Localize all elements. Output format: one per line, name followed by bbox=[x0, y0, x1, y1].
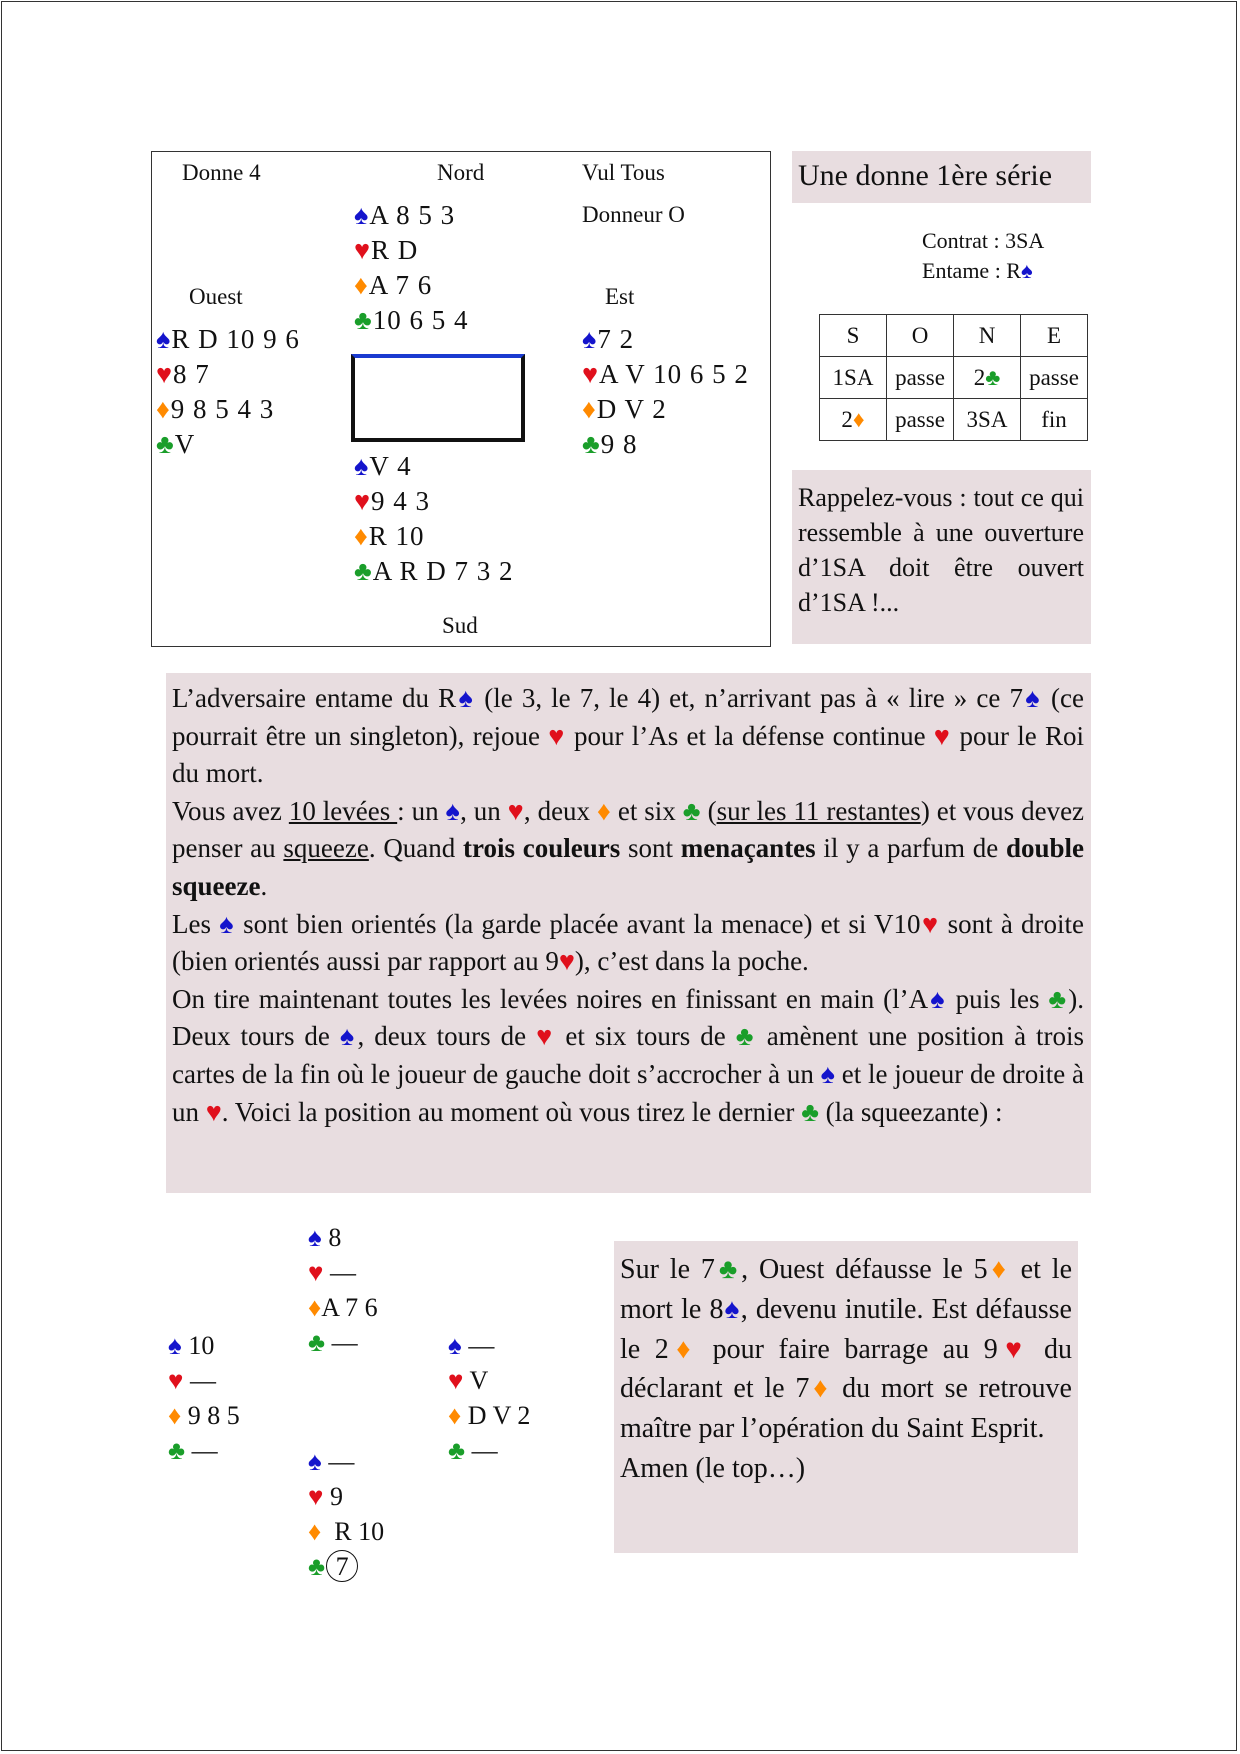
west-hearts: 8 7 bbox=[173, 359, 210, 389]
conclusion-panel bbox=[614, 1241, 1078, 1553]
conclusion-text bbox=[620, 1250, 1072, 1489]
ending-south-hand bbox=[308, 1444, 384, 1584]
analysis-text-part: amènent une position à trois cartes de la fin où le joueur de gauche doit s’accrocher à un bbox=[172, 1021, 1085, 1089]
ending-north-spades: 8 bbox=[328, 1223, 342, 1252]
north-label: Nord bbox=[437, 160, 485, 185]
analysis-text-part: pour l’As et la défense continue bbox=[565, 720, 934, 751]
conclusion-text-part: pour faire barrage au 9 bbox=[698, 1333, 998, 1365]
bidding-table bbox=[819, 314, 1088, 441]
analysis-text-part: Les bbox=[172, 908, 220, 939]
conclusion-text-part: du mort se retrouve maître par l’opération du Saint Esprit. bbox=[620, 1373, 1072, 1445]
heart-icon: ♥ bbox=[308, 1482, 324, 1511]
analysis-text-part: L’adversaire entame du R bbox=[172, 683, 457, 713]
bid-cell: 3SA bbox=[954, 399, 1021, 441]
spade-icon: ♠ bbox=[582, 324, 598, 354]
bidding-row bbox=[820, 357, 1088, 399]
west-diamonds: 9 8 5 4 3 bbox=[170, 394, 275, 424]
diamond-icon: ♦ bbox=[852, 406, 865, 432]
ending-east-hand bbox=[448, 1328, 530, 1468]
diamond-icon: ♦ bbox=[354, 270, 369, 300]
diamond-icon: ♦ bbox=[582, 394, 597, 424]
club-icon: ♣ bbox=[582, 429, 601, 459]
bidding-header-row bbox=[820, 315, 1088, 357]
diamond-icon: ♦ bbox=[596, 795, 611, 826]
club-icon: ♣ bbox=[448, 1436, 466, 1465]
ending-north-diamonds: A 7 6 bbox=[321, 1293, 378, 1322]
north-clubs: 10 6 5 4 bbox=[372, 305, 469, 335]
deal-diagram bbox=[151, 151, 771, 647]
card-table bbox=[351, 354, 525, 442]
conclusion-text-part: Amen (le top…) bbox=[620, 1452, 806, 1484]
heart-icon: ♥ bbox=[558, 946, 575, 977]
ending-west-hearts: — bbox=[189, 1366, 216, 1395]
north-hand bbox=[354, 198, 468, 338]
ending-west-spades: 10 bbox=[188, 1331, 215, 1360]
ending-south-hearts: 9 bbox=[329, 1482, 343, 1511]
analysis-text-part: ), c’est dans la poche. bbox=[574, 946, 809, 977]
ending-north-hand bbox=[308, 1220, 378, 1360]
ending-north-clubs: — bbox=[331, 1328, 358, 1357]
analysis-text-part: sont à droite (bien orientés aussi par rapport au 9 bbox=[172, 908, 1085, 977]
north-diamonds: A 7 6 bbox=[368, 270, 433, 300]
analysis-text-part: sur les 11 restantes bbox=[716, 795, 921, 826]
analysis-text bbox=[172, 680, 1084, 1131]
analysis-text-part: : un bbox=[397, 795, 446, 826]
east-spades: 7 2 bbox=[597, 324, 635, 354]
diamond-icon: ♦ bbox=[448, 1401, 462, 1430]
analysis-text-part: sont bien orientés (la garde placée avant la menace) et si V10 bbox=[234, 908, 921, 939]
vulnerability-label: Vul Tous bbox=[582, 160, 665, 185]
analysis-text-part: il y a parfum de bbox=[815, 833, 1006, 864]
spade-icon: ♠ bbox=[448, 1331, 462, 1360]
heart-icon: ♥ bbox=[156, 359, 174, 389]
lead-line bbox=[922, 256, 1044, 286]
east-hand bbox=[582, 322, 749, 462]
spade-icon: ♠ bbox=[168, 1331, 182, 1360]
analysis-text-part: , deux tours de bbox=[357, 1021, 537, 1052]
analysis-text-part: sont bbox=[620, 833, 681, 864]
club-icon: ♣ bbox=[156, 429, 175, 459]
analysis-text-part: ). Deux tours de bbox=[172, 983, 1084, 1052]
club-icon: ♣ bbox=[168, 1436, 186, 1465]
diamond-icon: ♦ bbox=[354, 521, 369, 551]
heart-icon: ♥ bbox=[168, 1366, 184, 1395]
bid-cell: passe bbox=[887, 399, 954, 441]
east-label: Est bbox=[605, 284, 635, 309]
club-icon: ♣ bbox=[308, 1328, 326, 1357]
conclusion-text-part: du déclarant et le 7 bbox=[620, 1333, 1073, 1405]
club-icon: ♣ bbox=[985, 364, 1001, 390]
club-icon: ♣ bbox=[308, 1552, 326, 1581]
ending-east-hearts: V bbox=[469, 1366, 489, 1395]
east-diamonds: D V 2 bbox=[596, 394, 667, 424]
club-icon: ♣ bbox=[354, 556, 373, 586]
east-clubs: 9 8 bbox=[600, 429, 638, 459]
analysis-text-part: et six tours de bbox=[555, 1021, 736, 1052]
west-label: Ouest bbox=[189, 284, 243, 309]
club-icon: ♣ bbox=[354, 305, 373, 335]
conclusion-text-part: , Ouest défausse le 5 bbox=[741, 1254, 988, 1285]
bid-cell bbox=[954, 357, 1021, 399]
analysis-text-part: et le joueur de droite à un bbox=[172, 1058, 1084, 1127]
contract-label: Contrat : 3SA bbox=[922, 228, 1045, 253]
spade-icon: ♠ bbox=[219, 908, 235, 939]
spade-icon: ♠ bbox=[456, 683, 476, 713]
analysis-text-part: ) et vous devez penser au bbox=[172, 795, 1085, 864]
analysis-text-part: . bbox=[260, 870, 268, 901]
south-hearts: 9 4 3 bbox=[371, 486, 431, 516]
club-icon: ♣ bbox=[801, 1096, 819, 1127]
east-hearts: A V 10 6 5 2 bbox=[599, 359, 749, 389]
south-diamonds: R 10 bbox=[368, 521, 425, 551]
spade-icon: ♠ bbox=[445, 795, 461, 826]
diamond-icon: ♦ bbox=[668, 1333, 699, 1365]
south-hand bbox=[354, 449, 514, 589]
bidding-row bbox=[820, 399, 1088, 441]
spade-icon: ♠ bbox=[354, 451, 370, 481]
board-label: Donne 4 bbox=[182, 160, 261, 185]
bidding-header: E bbox=[1021, 315, 1088, 357]
heart-icon: ♥ bbox=[205, 1096, 222, 1127]
bid-cell bbox=[820, 399, 887, 441]
diamond-icon: ♦ bbox=[987, 1254, 1010, 1285]
circled-card: 7 bbox=[326, 1550, 358, 1582]
conclusion-text-part: et le mort le 8 bbox=[620, 1254, 1073, 1325]
spade-icon: ♠ bbox=[820, 1058, 836, 1089]
analysis-panel bbox=[166, 673, 1091, 1193]
title-panel bbox=[792, 151, 1091, 203]
south-spades: V 4 bbox=[369, 451, 412, 481]
analysis-text-part: , un bbox=[460, 795, 508, 826]
bid-cell: passe bbox=[887, 357, 954, 399]
ending-south-diamonds: R 10 bbox=[334, 1517, 385, 1546]
analysis-text-part: . Quand bbox=[368, 833, 464, 864]
lead-label: Entame : R bbox=[922, 258, 1021, 283]
analysis-text-part: On tire maintenant toutes les levées noires en finissant en main (l’A bbox=[172, 983, 929, 1014]
diamond-icon: ♦ bbox=[308, 1293, 322, 1322]
analysis-text-part: (ce pourrait être un singleton), rejoue bbox=[172, 683, 1085, 751]
analysis-text-part: double squeeze bbox=[172, 833, 1084, 901]
heart-icon: ♥ bbox=[507, 795, 524, 826]
bid-cell: 1SA bbox=[820, 357, 887, 399]
contract-info bbox=[922, 226, 1044, 286]
heart-icon: ♥ bbox=[448, 1366, 464, 1395]
spade-icon: ♠ bbox=[928, 983, 947, 1014]
diamond-icon: ♦ bbox=[809, 1373, 832, 1405]
analysis-text-part: menaçantes bbox=[680, 833, 816, 864]
analysis-text-part: . Voici la position au moment où vous tirez le dernier bbox=[221, 1096, 802, 1127]
ending-east-clubs: — bbox=[471, 1436, 498, 1465]
heart-icon: ♥ bbox=[997, 1333, 1030, 1365]
ending-west-clubs: — bbox=[191, 1436, 218, 1465]
ending-east-spades: — bbox=[468, 1331, 495, 1360]
spade-icon: ♠ bbox=[723, 1293, 741, 1325]
analysis-text-part: trois couleurs bbox=[463, 833, 621, 864]
conclusion-text-part: , devenu inutile. Est défausse le 2 bbox=[620, 1293, 1072, 1365]
heart-icon: ♥ bbox=[354, 235, 372, 265]
south-clubs: A R D 7 3 2 bbox=[372, 556, 514, 586]
analysis-text-part: ( bbox=[700, 795, 717, 826]
tip-panel bbox=[792, 470, 1091, 644]
tip-text: Rappelez-vous : tout ce qui ressemble à une ouverture d’1SA doit être ouvert d’1SA !... bbox=[798, 483, 1084, 617]
ending-east-diamonds: D V 2 bbox=[467, 1401, 531, 1430]
conclusion-text-part: Sur le 7 bbox=[620, 1254, 715, 1285]
bidding-header: O bbox=[887, 315, 954, 357]
analysis-text-part: Vous avez bbox=[172, 795, 289, 826]
bid-value: 2 bbox=[841, 406, 853, 432]
club-icon: ♣ bbox=[714, 1254, 742, 1285]
spade-icon: ♠ bbox=[354, 200, 370, 230]
spade-icon: ♠ bbox=[308, 1223, 322, 1252]
analysis-text-part: pour le Roi du mort. bbox=[172, 720, 1084, 789]
analysis-text-part: et six bbox=[610, 795, 683, 826]
north-hearts: R D bbox=[371, 235, 419, 265]
diamond-icon: ♦ bbox=[168, 1401, 182, 1430]
analysis-text-part: (le 3, le 7, le 4) et, n’arrivant pas à « lire » ce 7 bbox=[475, 683, 1023, 713]
analysis-text-part: (la squeezante) : bbox=[818, 1096, 1003, 1127]
heart-icon: ♥ bbox=[582, 359, 600, 389]
analysis-text-part: squeeze bbox=[283, 833, 369, 864]
bidding-header: N bbox=[954, 315, 1021, 357]
club-icon: ♣ bbox=[1048, 983, 1069, 1014]
heart-icon: ♥ bbox=[536, 1021, 556, 1052]
west-spades: R D 10 9 6 bbox=[171, 324, 300, 354]
west-hand bbox=[156, 322, 300, 462]
heart-icon: ♥ bbox=[308, 1258, 324, 1287]
bid-value: 2 bbox=[973, 364, 986, 390]
west-clubs: V bbox=[174, 429, 196, 459]
spade-icon: ♠ bbox=[1022, 683, 1042, 713]
analysis-text-part: puis les bbox=[946, 983, 1049, 1014]
analysis-text-part: , deux bbox=[523, 795, 597, 826]
south-label: Sud bbox=[442, 613, 478, 638]
dealer-label: Donneur O bbox=[582, 202, 685, 227]
spade-icon: ♠ bbox=[1020, 258, 1033, 283]
bid-cell: fin bbox=[1021, 399, 1088, 441]
spade-icon: ♠ bbox=[156, 324, 172, 354]
ending-north-hearts: — bbox=[329, 1258, 356, 1287]
analysis-text-part: 10 levées bbox=[288, 795, 398, 826]
ending-west-diamonds: 9 8 5 bbox=[187, 1401, 240, 1430]
page-title: Une donne 1ère série bbox=[798, 159, 1053, 192]
bid-cell: passe bbox=[1021, 357, 1088, 399]
club-icon: ♣ bbox=[735, 1021, 757, 1052]
heart-icon: ♥ bbox=[920, 908, 940, 939]
north-spades: A 8 5 3 bbox=[369, 200, 456, 230]
diamond-icon: ♦ bbox=[308, 1517, 322, 1546]
spade-icon: ♠ bbox=[308, 1447, 322, 1476]
ending-west-hand bbox=[168, 1328, 240, 1468]
heart-icon: ♥ bbox=[354, 486, 372, 516]
club-icon: ♣ bbox=[682, 795, 701, 826]
ending-south-spades: — bbox=[328, 1447, 355, 1476]
diamond-icon: ♦ bbox=[156, 394, 171, 424]
heart-icon: ♥ bbox=[933, 720, 952, 751]
spade-icon: ♠ bbox=[339, 1021, 358, 1052]
heart-icon: ♥ bbox=[548, 720, 566, 751]
bidding-header: S bbox=[820, 315, 887, 357]
